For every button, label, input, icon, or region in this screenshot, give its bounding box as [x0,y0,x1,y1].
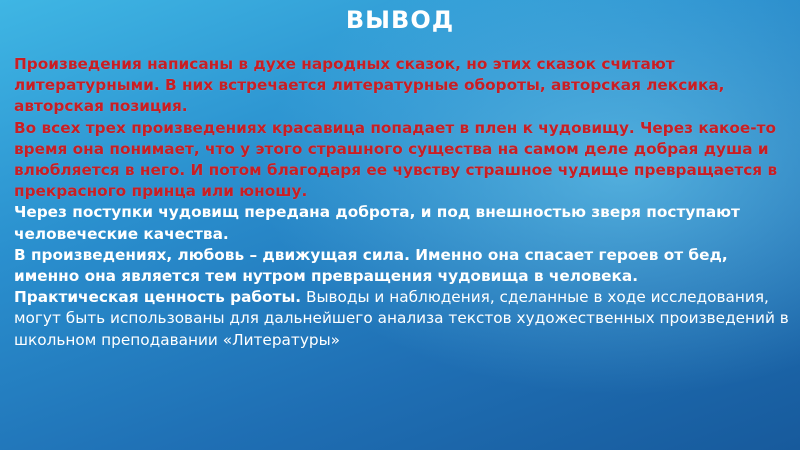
practical-value-heading: Практическая ценность работы. [14,288,302,307]
paragraph-practical-value [14,287,792,351]
paragraph-plot: Во всех трех произведениях красавица попадает в плен к чудовищу. Через какое-то время она понимает, что у этого страшного существа на самом деле добрая душа и влюбляется в него. И потом благодаря ее чувству страшное чудище превращается в прекрасного принца или юношу. [14,118,778,201]
practical-value-text: Выводы и наблюдения, сделанные в ходе исследования, могут быть использованы для дальнейшего анализа текстов художественных произведений в школьном преподавании «Литературы» [14,288,789,349]
slide-title: ВЫВОД [345,6,455,34]
paragraph-kindness: Через поступки чудовищ передана доброта, и под внешностью зверя поступают человеческие качества. [14,203,740,243]
paragraph-genre: Произведения написаны в духе народных сказок, но этих сказок считают литературными. В них встречается литературные обороты, авторская лексика, авторская позиция. [14,55,725,116]
paragraph-love: В произведениях, любовь – движущая сила. Именно она спасает героев от бед, именно она является тем нутром превращения чудовища в человека. [14,245,728,286]
slide-body [14,54,792,351]
